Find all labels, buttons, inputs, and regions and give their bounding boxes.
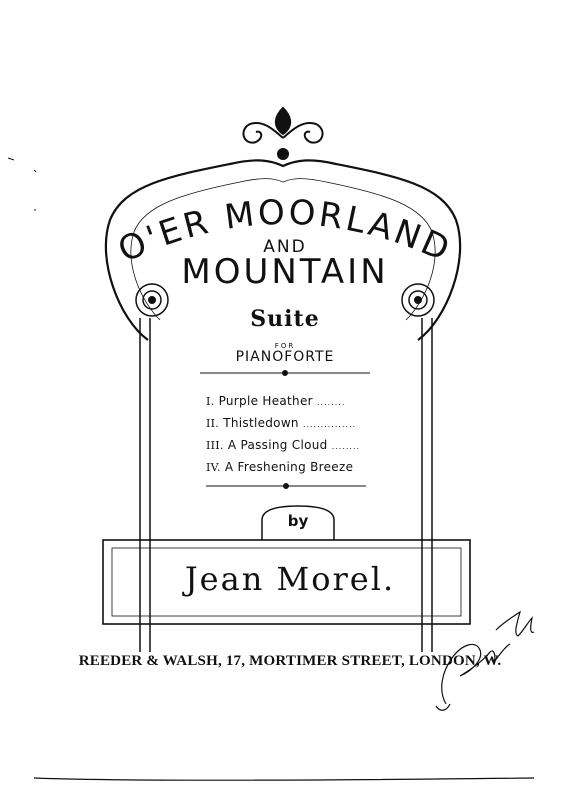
movement-number: III. [206,439,224,452]
movement-leader: ........ [317,398,346,407]
list-item [206,456,406,478]
movement-title: A Freshening Breeze [224,460,354,474]
movement-leader: ........ [331,442,361,451]
composer-name: Jean Morel. [184,560,396,598]
list-item [206,434,406,456]
divider-top [200,371,370,375]
divider-bottom [206,484,366,488]
movement-leader: ............... [302,420,357,429]
by-label: by [287,512,309,530]
list-item [206,390,406,412]
movement-number: II. [206,417,220,430]
instrument-prefix: FOR [274,342,296,350]
movement-list [206,390,406,478]
instrument: PIANOFORTE [235,349,335,365]
movement-title: Purple Heather [218,394,313,408]
title-line2: MOUNTAIN [181,252,389,292]
title-conjunction: AND [263,237,307,257]
list-item [206,412,406,434]
title-line1: O'ER MOORLAND [112,192,458,262]
publisher-imprint: REEDER & WALSH, 17, MORTIMER STREET, LONDON, W. [78,653,502,669]
movement-number: I. [206,395,215,408]
top-flourish-ornament [243,108,322,159]
subtitle: Suite [250,306,320,332]
movement-title: A Passing Cloud [227,438,328,452]
movement-number: IV. [206,461,221,474]
movement-title: Thistledown [223,416,299,430]
